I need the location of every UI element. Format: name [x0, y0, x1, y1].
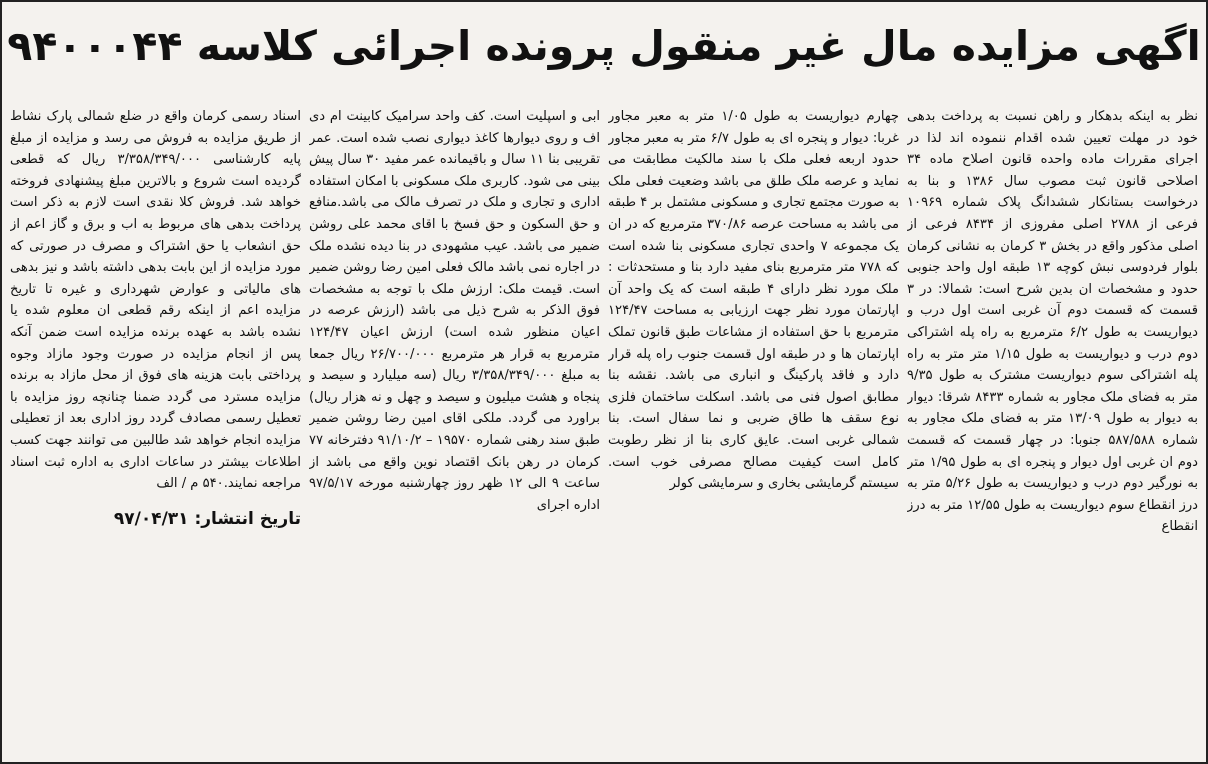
column-4	[10, 106, 301, 756]
column-4-text: اسناد رسمی کرمان واقع در ضلع شمالی پارک نشاط از طریق مزایده به فروش می رسد و مزایده از مبلغ پایه کارشناسی ۳/۳۵۸/۳۴۹/۰۰۰ ریال که قطعی گردیده است شروع و بالاترین مبلغ پیشنهادی فروخته خواهد شد. فروش کلا نقدی است لازم به ذکر است پرداخت بدهی های مربوط به اب و برق و گاز اعم از حق انشعاب یا حق اشتراک و مصرف در صورتی که مورد مزایده از این بابت بدهی داشته باشد و نیز بدهی های مالیاتی و عوارض شهرداری و غیره تا تاریخ مزایده اعم از اینکه رقم قطعی ان معلوم شده یا نشده باشد به عهده برنده مزایده است ضمن آنکه پس از انجام مزایده در صورت وجود مازاد وجوه پرداختی بابت هزینه های فوق از محل مازاد به برنده مزایده مسترد می گردد ضمنا چنانچه روز مزایده با تعطیل رسمی مصادف گردد روز اداری بعد از تعطیلی مزایده انجام خواهد شد طالبین می توانند جهت کسب اطلاعات بیشتر در ساعات اداری به اداره ثبت اسناد مراجعه نمایند.۵۴۰ م / الف	[10, 109, 301, 492]
notice-columns	[10, 106, 1198, 756]
column-1	[907, 106, 1198, 756]
notice-title: اگهی مزایده مال غیر منقول پرونده اجرائی کلاسه ۹۴۰۰۰۴۴	[7, 22, 1201, 70]
column-3	[309, 106, 600, 756]
column-2	[608, 106, 899, 756]
column-2-text: چهارم دیواریست به طول ۱/۰۵ متر به معبر مجاور غربا: دیوار و پنجره ای به طول ۶/۷ متر به معبر مجاور حدود اربعه فعلی ملک با سند مالکیت مطابقت می نماید و عرصه ملک طلق می باشد وضعیت فعلی ملک به صورت مجتمع تجاری و مسکونی مشتمل بر ۴ طبقه می باشد به مساحت عرصه ۳۷۰/۸۶ مترمربع که در ان یک مجموعه ۷ واحدی تجاری مسکونی بنا شده است که ۷۷۸ متر مترمربع بنای مفید دارد بنا و مستحدثات : ملک مورد نظر دارای ۴ طبقه است که یک واحد آن اپارتمان مورد نظر جهت ارزیابی به مساحت ۱۲۴/۴۷ مترمربع با حق استفاده از مشاعات طبق قانون تملک اپارتمان ها و در طبقه اول قسمت جنوب راه پله قرار دارد و فاقد پارکینگ و انباری می باشد. نقشه بنا مطابق اصول فنی می باشد. اسکلت ساختمان فلزی نوع سقف ها طاق ضربی و نما سفال است. بنا شمالی غربی است. عایق کاری بنا از نظر رطوبت کامل است کیفیت مصالح مصرفی خوب است. سیستم گرمایشی بخاری و سرمایشی کولر	[608, 109, 899, 492]
column-3-text: ابی و اسپلیت است. کف واحد سرامیک کابینت ام دی اف و روی دیوارها کاغذ دیواری نصب شده است. عمر تقریبی بنا ۱۱ سال و باقیمانده عمر مفید ۳۰ سال پیش بینی می شود. کاربری ملک مسکونی با امکان استفاده اداری و تجاری و ملک در تصرف مالک می باشد.منافع و حق السکون و حق فسخ با اقای محمد علی روشن ضمیر می باشد. عیب مشهودی در بنا دیده نشده ملک در اجاره نمی باشد مالک فعلی امین رضا روشن ضمیر است. قیمت ملک: ارزش ملک با توجه به مشخصات فوق الذکر به شرح ذیل می باشد (ارزش عرصه در اعیان منظور شده است) ارزش اعیان ۱۲۴/۴۷ مترمربع به قرار هر مترمربع ۲۶/۷۰۰/۰۰۰ ریال جمعا به مبلغ ۳/۳۵۸/۳۴۹/۰۰۰ ریال (سه میلیارد و سیصد و پنجاه و هشت میلیون و سیصد و چهل و نه هزار ریال) براورد می گردد. ملکی اقای امین رضا روشن ضمیر طبق سند رهنی شماره ۱۹۵۷۰ – ۹۱/۱۰/۲ دفترخانه ۷۷ کرمان در رهن بانک اقتصاد نوین واقع می باشد از ساعت ۹ الی ۱۲ ظهر روز چهارشنبه مورخه ۹۷/۵/۱۷ اداره اجرای	[309, 109, 600, 513]
publication-date: تاریخ انتشار: ۹۷/۰۴/۳۱	[113, 508, 301, 529]
column-1-text: نظر به اینکه بدهکار و راهن نسبت به پرداخت بدهی خود در مهلت تعیین شده اقدام ننموده اند لذا در اجرای مقررات ماده واحده قانون اصلاح ماده ۳۴ اصلاحی قانون ثبت مصوب سال ۱۳۸۶ و بنا به درخواست بستانکار ششدانگ پلاک شماره ۱۰۹۶۹ فرعی از ۲۷۸۸ اصلی مفروزی از ۸۴۳۴ فرعی از اصلی مذکور واقع در بخش ۳ کرمان به نشانی کرمان بلوار فردوسی نبش کوچه ۱۳ طبقه اول واحد جنوبی حدود و مشخصات ان بدین شرح است: شمالا: در ۳ قسمت که قسمت دوم آن غربی است اول درب و دیواریست به طول ۶/۲ مترمربع به راه پله اشتراکی دوم درب و دیواریست به طول ۱/۱۵ متر متر به راه پله اشتراکی سوم دیواریست مشترک به طول ۹/۳۵ متر به فضای ملک مجاور به شماره ۸۴۳۳ شرقا: دیوار به دیوار به طول ۱۳/۰۹ متر به فضای ملک مجاور به شماره ۵۸۷/۵۸۸ جنوبا: در چهار قسمت که قسمت دوم ان غربی اول دیوار و پنجره ای به طول ۱/۹۵ متر به نورگیر دوم درب و دیواریست به طول ۵/۲۶ متر به درز انقطاع سوم دیواریست به طول ۱۲/۵۵ متر به درز انقطاع	[907, 109, 1198, 535]
